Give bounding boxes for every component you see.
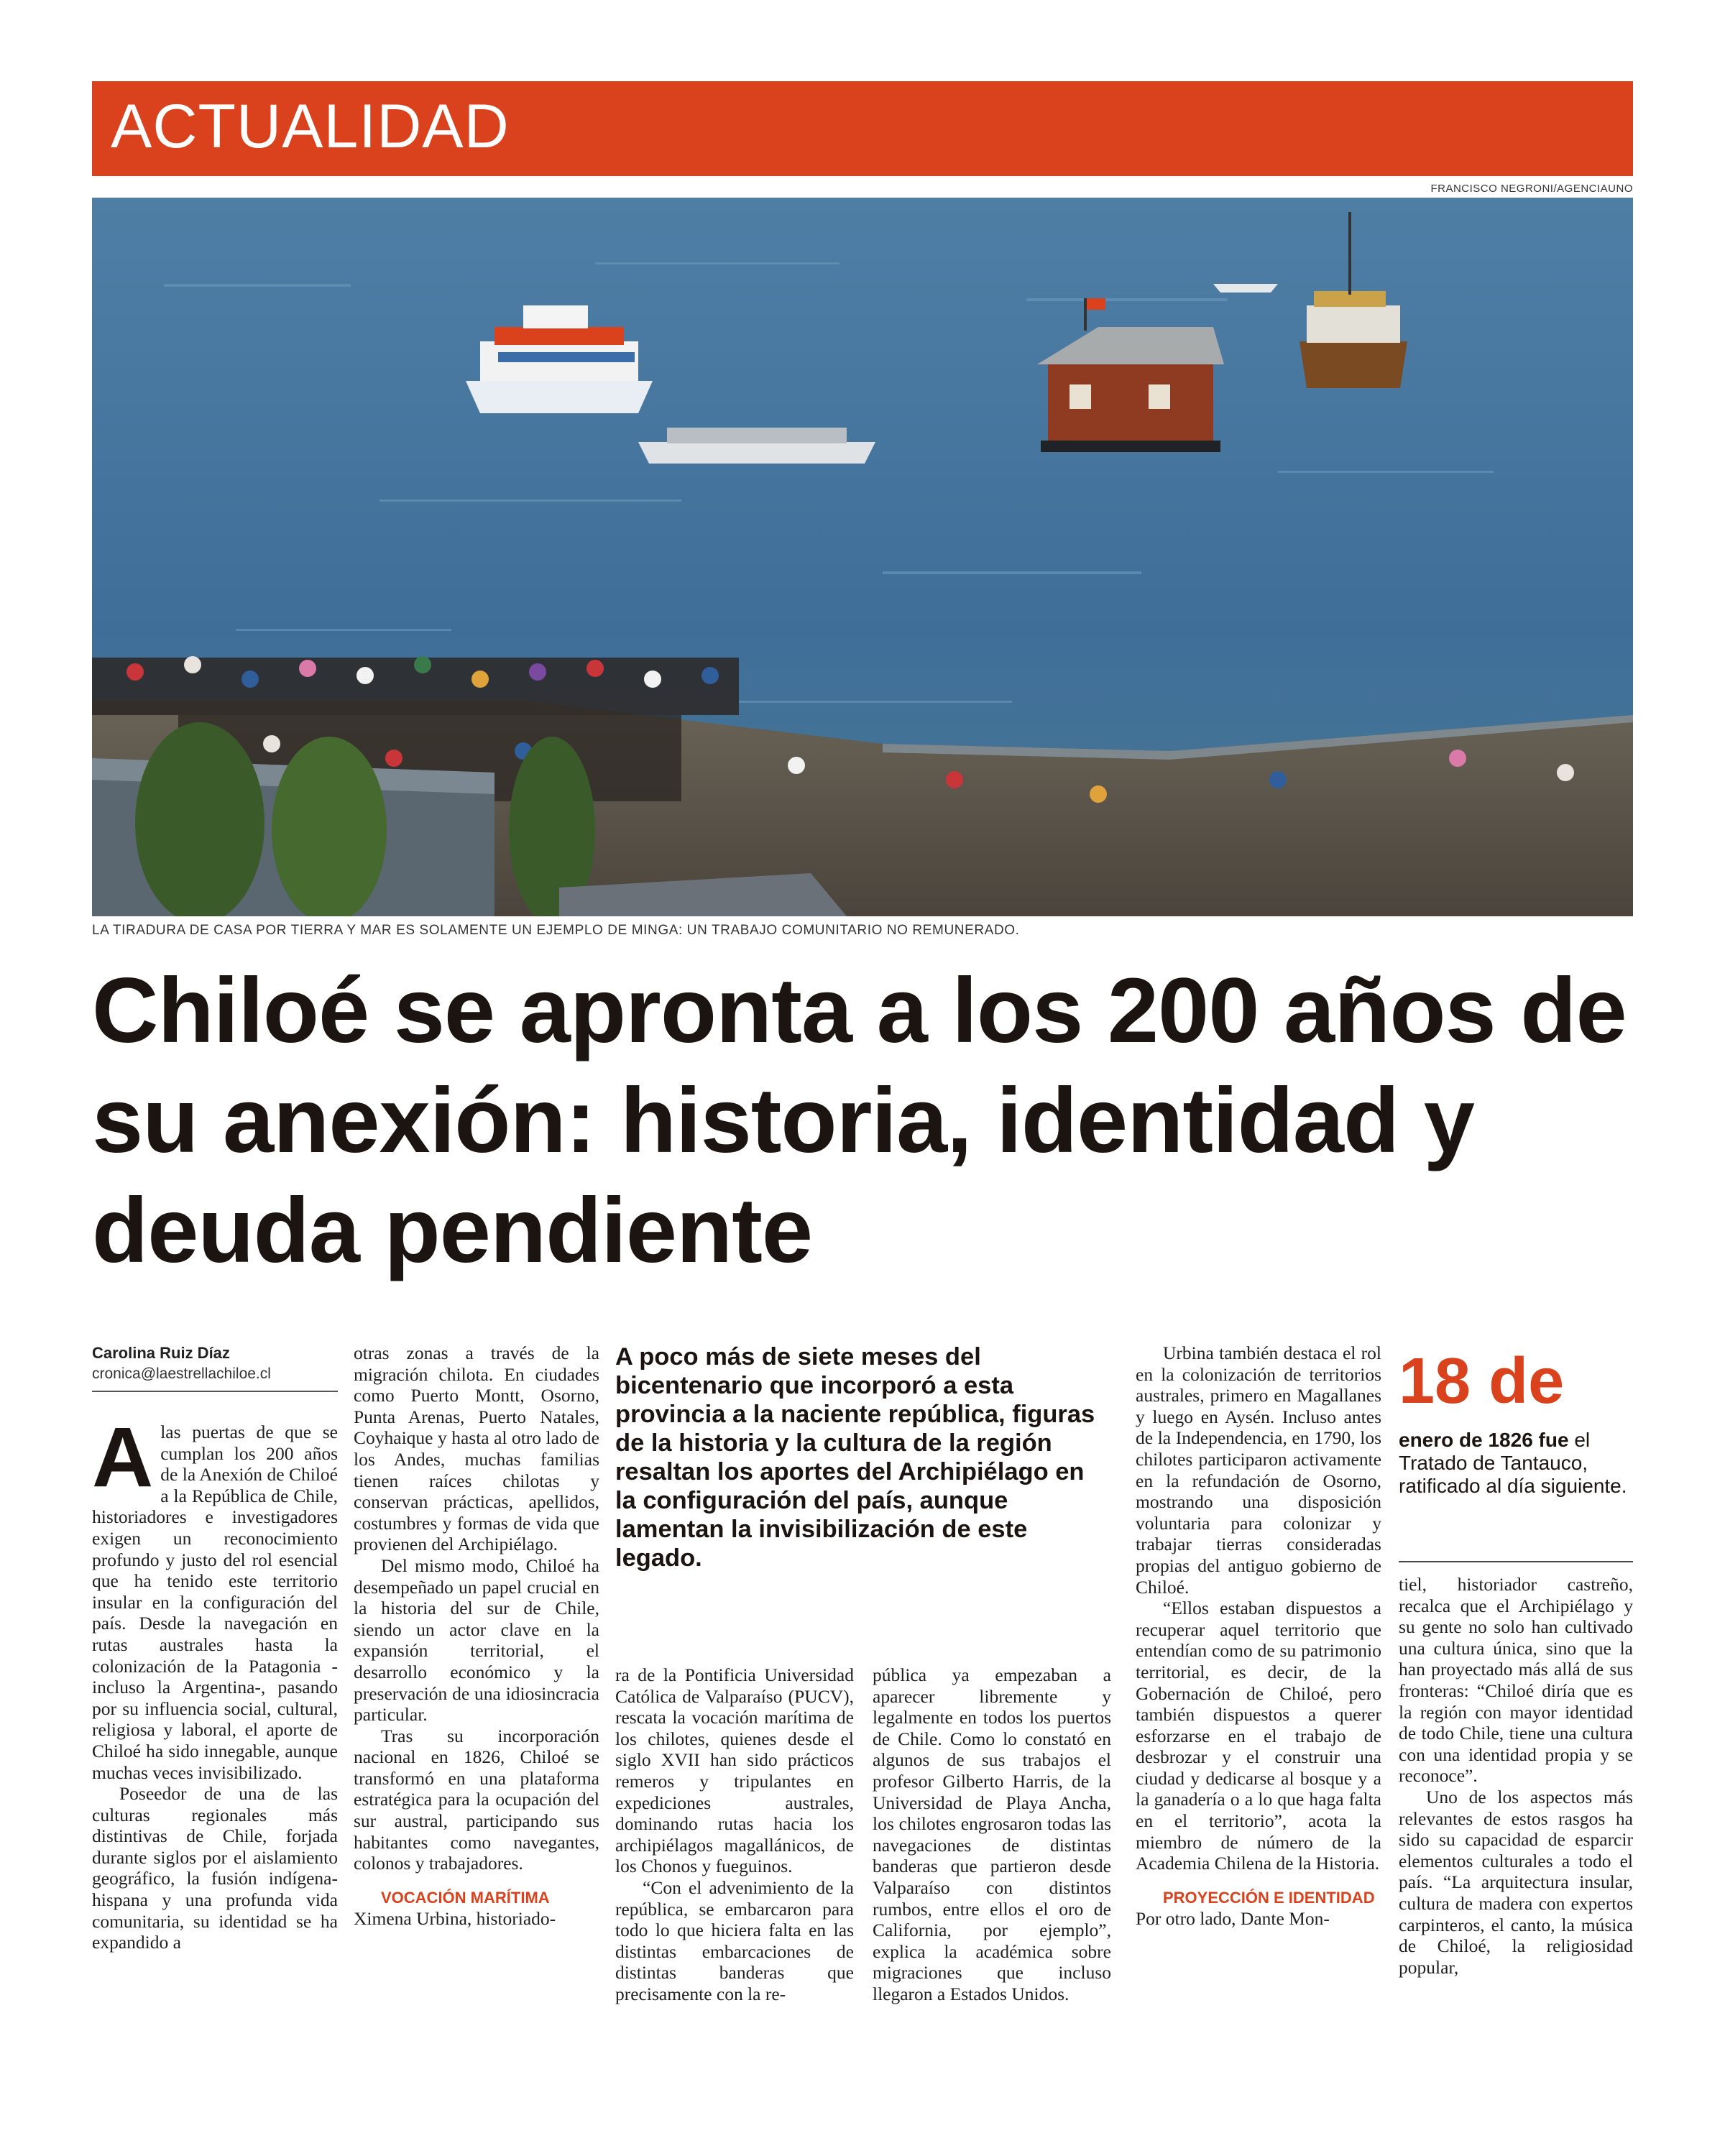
fact-divider: [1399, 1561, 1633, 1562]
byline: [92, 1344, 336, 1383]
fact-rest: el Tratado de Tantauco, ratificado al día siguiente.: [1399, 1429, 1627, 1497]
author-email[interactable]: cronica@laestrellachiloe.cl: [92, 1365, 271, 1382]
main-photo: [92, 198, 1633, 916]
subhead-proyeccion: PROYECCIÓN E IDENTIDAD: [1163, 1888, 1375, 1907]
fact-text: [1399, 1429, 1633, 1498]
fact-box: [1399, 1345, 1633, 1498]
dropcap: A: [92, 1410, 154, 1505]
article-paragraph: Uno de los aspectos más relevantes de estos rasgos ha sido su capacidad de esparcir elementos culturales a todo el país. “La arquitectura insular, cultura de madera con expertos carpinteros, el canto, la música de Chiloé, la religiosidad popular,: [1399, 1786, 1633, 1978]
article-paragraph: Tras su incorporación nacional en 1826, Chiloé se transformó en una plataforma estratégica para la ocupación del sur austral, participando sus habitantes como navegantes, colonos y trabajadores.: [354, 1725, 599, 1874]
article-paragraph: otras zonas a través de la migración chilota. En ciudades como Puerto Montt, Osorno, Punta Arenas, Puerto Natales, Coyhaique y hasta al otro lado de los Andes, muchas familias tienen raíces chilotas y conservan prácticas, apellidos, costumbres y formas de vida que provienen del Archipiélago.: [354, 1342, 599, 1555]
article-paragraph: Del mismo modo, Chiloé ha desempeñado un papel crucial en la historia del sur de Chile, siendo un actor clave en la expansión territorial, el desarrollo económico y la preservación de una idiosincracia particular.: [354, 1554, 599, 1726]
section-label: ACTUALIDAD: [111, 92, 510, 161]
headline: Chiloé se apronta a los 200 años de su anexión: historia, identidad y deuda pendiente: [92, 959, 1627, 1282]
article-paragraph: Poseedor de una de las culturas regionales más distintivas de Chile, forjada durante siglos por el aislamiento geográfico, la fusión indígena-hispana y una profunda vida comunitaria, su identidad se ha expandido a: [92, 1783, 338, 1953]
fact-highlight: 18 de: [1399, 1345, 1565, 1417]
article-paragraph: “Con el advenimiento de la república, se embarcaron para todo lo que hiciera falta en las distintas embarcaciones de distintas banderas que precisamente con la re-: [615, 1876, 854, 2004]
article-column-1: [92, 1410, 338, 1953]
photo-caption: LA TIRADURA DE CASA POR TIERRA Y MAR ES SOLAMENTE UN EJEMPLO DE MINGA: UN TRABAJO COMUNITARIO NO REMUNERADO.: [92, 923, 1020, 938]
article-paragraph: Urbina también destaca el rol en la colonización de territorios australes, primero en Magallanes y luego en Aysén. Incluso antes de la Independencia, en 1790, los chilotes participaron activamente en la refundación de Osorno, mostrando una disposición voluntaria para colonizar y trabajar tierras consideradas propias del antiguo gobierno de Chiloé.: [1136, 1342, 1381, 1598]
article-column-5: [1136, 1342, 1381, 1930]
article-paragraph: [92, 1410, 338, 1783]
article-paragraph: Por otro lado, Dante Mon-: [1136, 1908, 1330, 1930]
article-paragraph: tiel, historiador castreño, recalca que el Archipiélago y su gente no solo han cultivado una cultura única, sino que la han proyectado más allá de sus fronteras: “Chiloé diría que es la región con mayor identidad de todo Chile, tiene una cultura con una identidad propia y se reconoce”.: [1399, 1574, 1633, 1787]
byline-divider: [92, 1391, 338, 1392]
section-header: [92, 81, 1633, 176]
article-column-2: [354, 1342, 599, 1930]
article-column-3: [615, 1664, 854, 2005]
author-name: Carolina Ruiz Díaz: [92, 1344, 230, 1362]
lead-paragraph: A poco más de siete meses del bicentenario que incorporó a esta provincia a la naciente república, figuras de la historia y la cultura de la región resaltan los aportes del Archipiélago en la configuración del país, aunque lamentan la invisibilización de este legado.: [615, 1343, 1095, 1572]
article-paragraph: ra de la Pontificia Universidad Católica de Valparaíso (PUCV), rescata la vocación marítima de los chilotes, quienes desde el siglo XVII han sido prácticos remeros y tripulantes en expediciones australes, dominando rutas hacia los archipiélagos magallánicos, de los Chonos y fueguinos.: [615, 1664, 854, 1877]
article-column-4: [873, 1664, 1111, 2005]
article-paragraph: Ximena Urbina, historiado-: [354, 1908, 556, 1930]
fact-bold: enero de 1826 fue: [1399, 1429, 1569, 1451]
article-column-6: [1399, 1574, 1633, 1978]
paragraph-text: las puertas de que se cumplan los 200 años de la Anexión de Chiloé a la República de Chile, historiadores e investigadores exigen un reconocimiento profundo y justo del rol esencial que ha tenido este territorio insular en la configuración del país. Desde la navegación en rutas australes hasta la colonización de la Patagonia -incluso la Argentina-, pasando por su influencia social, cultural, religiosa y laboral, el aporte de Chiloé ha sido innegable, aunque muchas veces invisibilizado.: [92, 1422, 338, 1783]
article-paragraph: pública ya empezaban a aparecer libremente y legalmente en todos los puertos de Chile. Como lo constató en algunos de sus trabajos el profesor Gilberto Harris, de la Universidad de Playa Ancha, los chilotes engrosaron todas las navegaciones de distintas banderas que partieron desde Valparaíso con distintos rumbos, entre ellos el oro de California, por ejemplo”, explica la académica sobre migraciones que incluso llegaron a Estados Unidos.: [873, 1664, 1111, 2004]
subhead-vocacion: VOCACIÓN MARÍTIMA: [381, 1888, 550, 1907]
photo-credit: FRANCISCO NEGRONI/AGENCIAUNO: [1430, 183, 1633, 195]
article-paragraph: “Ellos estaban dispuestos a recuperar aquel territorio que entendían como de su patrimonio territorial, es decir, de la Gobernación de Chiloé, pero también dispuestos a querer esforzarse en el trabajo de desbrozar y el construir una ciudad y dedicarse al bosque y a la ganadería o a lo que haga falta en el territorio”, acota la miembro de número de la Academia Chilena de la Historia.: [1136, 1598, 1381, 1874]
